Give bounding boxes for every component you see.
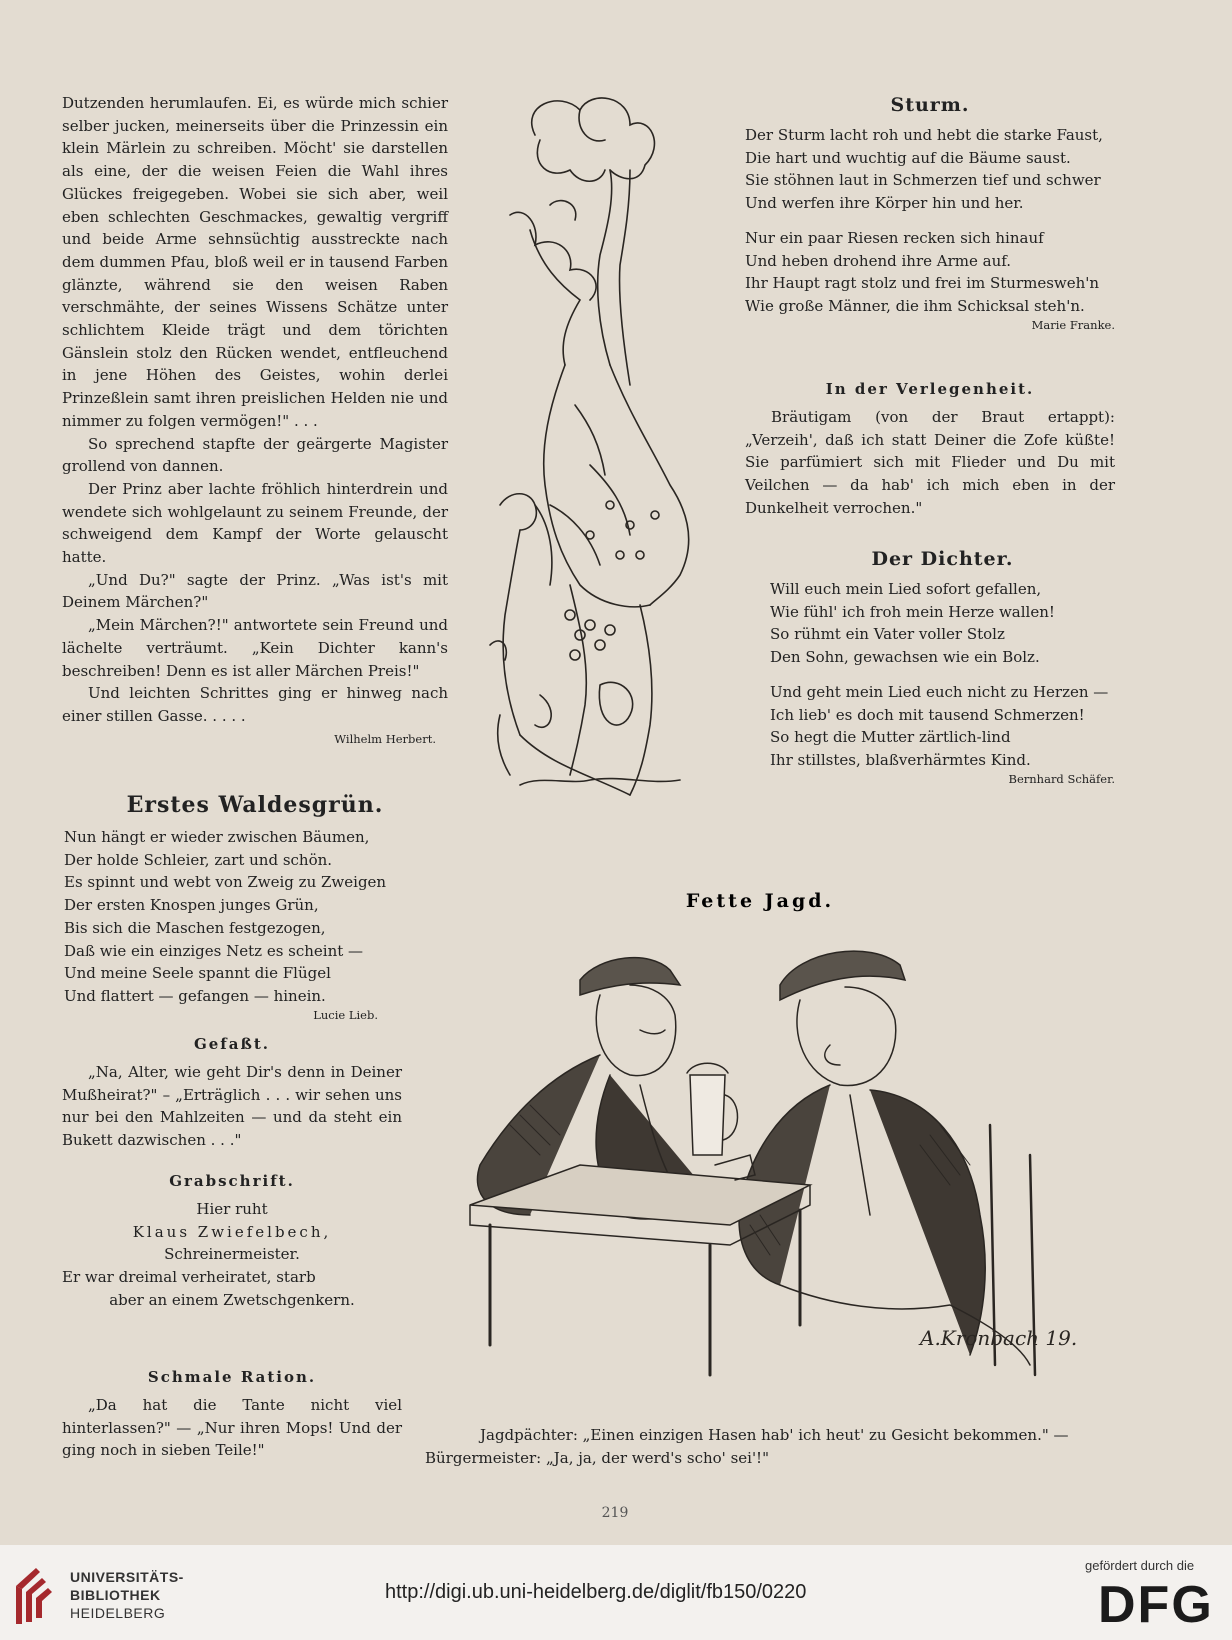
joke-schmale-ration: [62, 1368, 402, 1462]
poem-line: Bis sich die Maschen festgezogen,: [64, 918, 326, 937]
poem-line: Der Sturm lacht roh und hebt die starke Faust,: [745, 126, 1103, 144]
cartoon-two-men-at-table: [450, 925, 1100, 1390]
poem-line: Der ersten Knospen junges Grün,: [64, 896, 319, 915]
poem-line: So hegt die Mutter zärtlich-lind: [770, 728, 1011, 747]
story-paragraph: Dutzenden herumlaufen. Ei, es würde mich schier selber jucken, meinerseits über die Prinzessin ein klein Märlein zu schreiben. Möcht' sie darstellen als eine, der die weisen Feien die Wahl ihres Glückes freigegeben. Wobei sie sich aber, weil eben schlechten Geschmackes, gewaltig vergriff und beide Arme sehnsüchtig ausstreckte nach dem dummen Pfau, bloß weil er in tausend Farben glänzte, während sie den weisen Raben verschmähte, der seines Wissens Schätze unter schlichtem Kleide trägt und dem törichten Gänslein stolz den Rücken wendet, entfleuchend in jene Höhen des Geistes, wohin derlei Prinzeßlein samt ihren preislichen Helden nie und nimmer zu folgen vermögen!" . . .: [62, 94, 448, 430]
poem-line: So rühmt ein Vater voller Stolz: [770, 625, 1005, 644]
epitaph-line: Klaus Zwiefelbech,: [132, 1222, 332, 1241]
poem-line: Ich lieb' es doch mit tausend Schmerzen!: [770, 705, 1085, 724]
story-paragraph: Und leichten Schrittes ging er hinweg nach einer stillen Gasse. . . . .: [62, 684, 448, 725]
epitaph-line: aber an einem Zwetschgenkern.: [109, 1290, 355, 1309]
princess-tree-illustration: [480, 85, 780, 805]
epitaph-line: Schreinermeister.: [164, 1245, 300, 1264]
poem-line: Sie stöhnen laut in Schmerzen tief und schwer: [745, 171, 1101, 190]
poem-author: Marie Franke.: [1031, 317, 1115, 332]
poem-title: Erstes Waldesgrün.: [126, 792, 384, 818]
poem-line: Und heben drohend ihre Arme auf.: [745, 251, 1012, 270]
epitaph-line: Er war dreimal verheiratet, starb: [62, 1268, 316, 1287]
poem-author: Bernhard Schäfer.: [1008, 771, 1115, 786]
story-paragraph: „Und Du?" sagte der Prinz. „Was ist's mit Deinem Märchen?": [62, 570, 448, 612]
joke-title: Gefaßt.: [193, 1035, 271, 1053]
epitaph-line: Hier ruht: [196, 1200, 268, 1218]
poem-line: Will euch mein Lied sofort gefallen,: [770, 580, 1042, 598]
poem-der-dichter: [770, 548, 1115, 786]
poem-author: Lucie Lieb.: [313, 1007, 378, 1022]
poem-line: Ihr Haupt ragt stolz und frei im Sturmesweh'n: [745, 274, 1100, 293]
poem-line: Und geht mein Lied euch nicht zu Herzen —: [770, 682, 1109, 701]
joke-title: In der Verlegenheit.: [825, 380, 1035, 398]
cartoon-signature: A.Kronbach 19.: [920, 1326, 1078, 1350]
left-column: [62, 92, 448, 750]
poem-line: Die hart und wuchtig auf die Bäume saust.: [745, 148, 1071, 167]
page-number: 219: [601, 1505, 629, 1521]
story-author: Wilhelm Herbert.: [334, 731, 436, 746]
footer-bar: [0, 1545, 1232, 1640]
cartoon-caption-1: Jagdpächter: „Einen einzigen Hasen hab' ich heut' zu Gesicht bekommen." —: [480, 1426, 1069, 1444]
joke-text: „Na, Alter, wie geht Dir's denn in Deiner Mußheirat?" – „Erträglich . . . wir sehen uns nur bei den Mahlzeiten — und da steht ein Bukett dazwischen . . .": [62, 1063, 402, 1150]
poem-title: Der Dichter.: [871, 548, 1014, 570]
funded-by-label: gefördert durch die: [1085, 1558, 1195, 1573]
story-paragraph: So sprechend stapfte der geärgerte Magister grollend von dannen.: [62, 434, 448, 476]
epitaph: [62, 1172, 402, 1312]
poem-title: Sturm.: [890, 94, 970, 116]
poem-erstes-waldesgruen: [62, 792, 448, 1022]
library-line-1: UNIVERSITÄTS-: [70, 1569, 184, 1585]
joke-in-der-verlegenheit: [745, 380, 1115, 520]
poem-line: Und flattert — gefangen — hinein.: [64, 986, 326, 1005]
cartoon-caption-2: Bürgermeister: „Ja, ja, der werd's scho' sei'!": [425, 1449, 769, 1467]
poem-line: Wie große Männer, die ihm Schicksal steh'n.: [745, 296, 1085, 315]
dfg-logo: DFG: [1098, 1576, 1214, 1634]
poem-line: Ihr stillstes, blaßverhärmtes Kind.: [770, 750, 1031, 769]
poem-line: Und werfen ihre Körper hin und her.: [745, 194, 1024, 213]
poem-line: Der holde Schleier, zart und schön.: [64, 850, 333, 869]
epitaph-title: Grabschrift.: [169, 1172, 295, 1190]
story-paragraph: „Mein Märchen?!" antwortete sein Freund und lächelte verträumt. „Kein Dichter kann's beschreiben! Denn es ist aller Märchen Preis!": [62, 616, 448, 680]
poem-line: Nur ein paar Riesen recken sich hinauf: [745, 228, 1044, 247]
university-logo-icon: [10, 1564, 60, 1626]
poem-line: Und meine Seele spannt die Flügel: [64, 964, 331, 983]
poem-line: Es spinnt und webt von Zweig zu Zweigen: [64, 873, 387, 892]
joke-text: „Da hat die Tante nicht viel hinterlassen?" — „Nur ihren Mops! Und der ging noch in sieben Teile!": [62, 1396, 402, 1460]
cartoon-title: Fette Jagd.: [685, 890, 835, 912]
joke-title: Schmale Ration.: [147, 1368, 317, 1386]
poem-line: Den Sohn, gewachsen wie ein Bolz.: [770, 648, 1040, 667]
library-line-3: HEIDELBERG: [70, 1605, 166, 1621]
poem-line: Wie fühl' ich froh mein Herze wallen!: [770, 602, 1055, 621]
library-line-2: BIBLIOTHEK: [70, 1587, 161, 1603]
joke-text: Bräutigam (von der Braut ertappt): „Verzeih', daß ich statt Deiner die Zofe küßte! Sie parfümiert sich mit Flieder und Du mit Veilchen — da hab' ich mich eben in der Dunkelheit verrochen.": [745, 408, 1115, 517]
permalink-url[interactable]: http://digi.ub.uni-heidelberg.de/diglit/fb150/0220: [385, 1581, 807, 1603]
poem-sturm: [745, 94, 1115, 332]
joke-gefasst: [62, 1035, 402, 1152]
story-paragraph: Der Prinz aber lachte fröhlich hinterdrein und wendete sich wohlgelaunt zu seinem Freunde, der schweigend dem Kampf der Worte gelauscht hatte.: [62, 479, 448, 567]
poem-line: Nun hängt er wieder zwischen Bäumen,: [64, 828, 370, 846]
poem-line: Daß wie ein einziges Netz es scheint —: [64, 941, 364, 960]
